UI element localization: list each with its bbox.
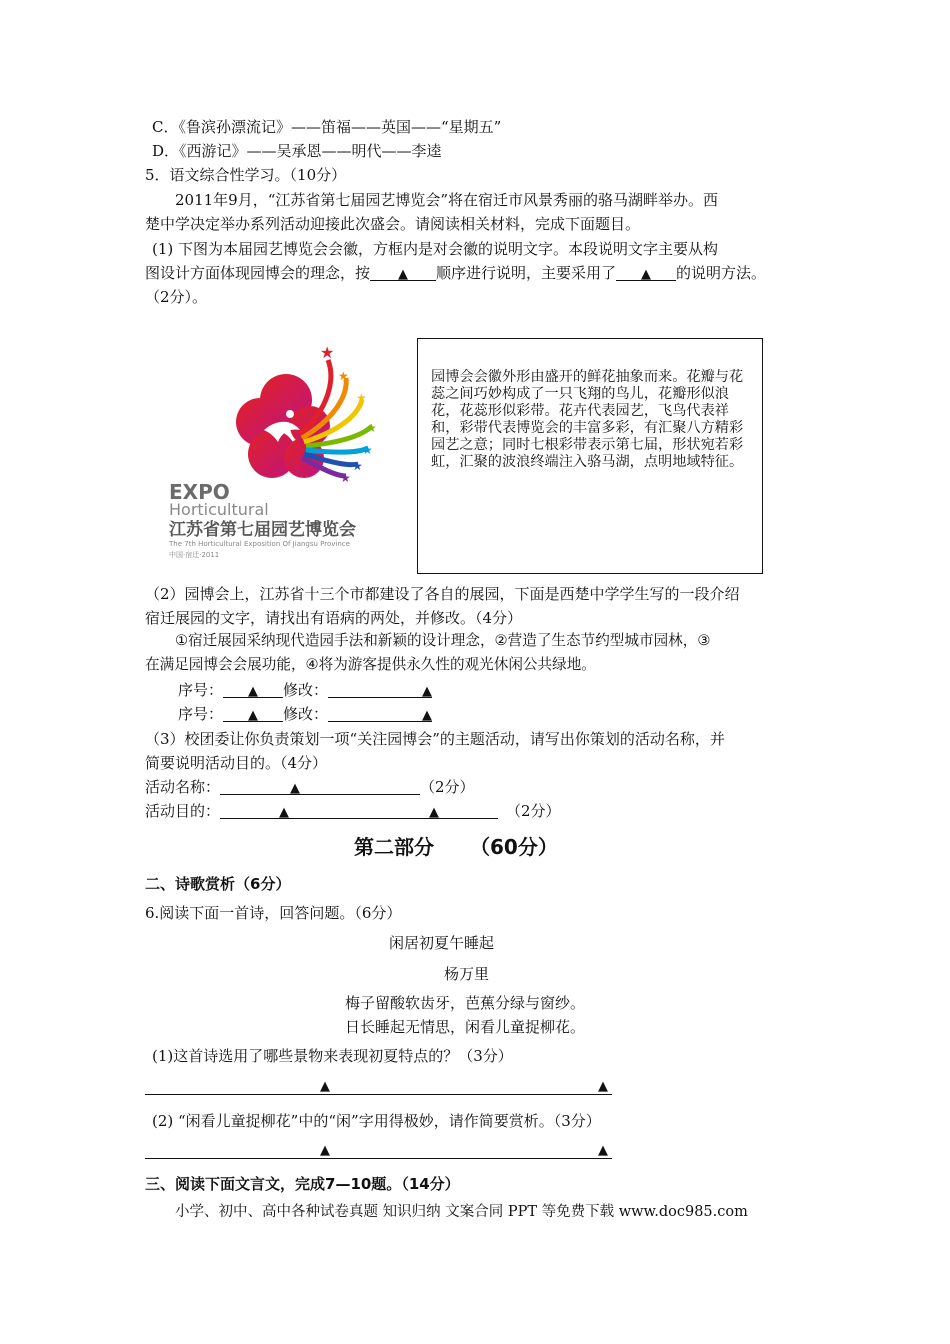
poem-line-1: 梅子留酸软齿牙，芭蕉分绿与窗纱。	[345, 994, 586, 1012]
footer-text: 小学、初中、高中各种试卷真题 知识归纳 文案合同 PPT 等免费下载 www.doc985.com	[175, 1204, 748, 1220]
activity-purpose-blank[interactable]: ▲ ▲	[220, 801, 498, 819]
activity-name-row: 活动名称： ▲ （2分）	[145, 778, 475, 796]
poem-author: 杨万里	[444, 965, 490, 983]
logo-expo: EXPO	[169, 480, 230, 504]
q5-part3-line2: 简要说明活动目的。（4分）	[145, 754, 328, 772]
q6-sub1-answer-line[interactable]	[145, 1094, 612, 1095]
activity-purpose-row: 活动目的： ▲ ▲ （2分）	[145, 802, 561, 820]
q5-part3-line1: （3）校团委让你负责策划一项“关注园博会”的主题活动，请写出你策划的活动名称，并	[145, 730, 725, 748]
q6-sub2: (2) “闲看儿童捉柳花”中的“闲”字用得极妙，请作简要赏析。（3分）	[152, 1112, 601, 1130]
q5-intro-line1: 2011年9月，“江苏省第七届园艺博览会”将在宿迁市风景秀丽的骆马湖畔举办。西	[175, 191, 719, 209]
q5-part2-line1: （2）园博会上，江苏省十三个市都建设了各自的展园，下面是西楚中学学生写的一段介绍	[145, 585, 740, 603]
svg-text:★: ★	[340, 471, 351, 485]
svg-text:★: ★	[366, 421, 377, 435]
q6-sub2-marker-2: ▲	[598, 1143, 608, 1158]
logo-place-year: 中国·宿迁·2011	[169, 551, 220, 559]
q6-sub2-marker-1: ▲	[320, 1143, 330, 1158]
q6-sub2-answer-line[interactable]	[145, 1158, 612, 1159]
section2-heading: 二、诗歌赏析（6分）	[145, 875, 291, 893]
svg-text:★: ★	[362, 443, 373, 457]
seq-blank-1[interactable]: ▲	[223, 680, 283, 698]
answer-row-2: 序号： ▲ 修改： ▲	[178, 705, 433, 723]
blank-order[interactable]: ▲	[370, 263, 436, 281]
q6-sub1-marker-2: ▲	[598, 1079, 608, 1094]
section3-heading: 三、阅读下面文言文，完成7—10题。（14分）	[145, 1175, 460, 1193]
svg-text:★: ★	[338, 369, 349, 383]
q5-intro-line2: 楚中学决定举办系列活动迎接此次盛会。请阅读相关材料，完成下面题目。	[145, 215, 641, 233]
q5-passage-line1: ①宿迁展园采纳现代造园手法和新颖的设计理念，②营造了生态节约型城市园林，③	[175, 632, 711, 649]
logo-en-name: The 7th Horticultural Exposition Of Jiangsu Province	[169, 540, 350, 548]
svg-text:★: ★	[320, 343, 335, 362]
logo-description-text: 园博会会徽外形由盛开的鲜花抽象而来。花瓣与花蕊之间巧妙构成了一只飞翔的鸟儿，花瓣形似浪花，花蕊形似彩带。花卉代表园艺，飞鸟代表祥和，彩带代表博览会的丰富多彩，有汇聚八方精彩园艺之意；同时七根彩带表示第七届，形状宛若彩虹，汇聚的波浪终端注入骆马湖，点明地域特征。	[431, 369, 744, 470]
q5-part1-line3: （2分）。	[145, 288, 208, 306]
q6-sub1-marker-1: ▲	[320, 1079, 330, 1094]
q6-prompt: 6.阅读下面一首诗，回答问题。（6分）	[145, 904, 402, 922]
option-d: D．《西游记》——吴承恩——明代——李逵	[152, 142, 442, 160]
seq-blank-2[interactable]: ▲	[223, 704, 283, 722]
answer-row-1: 序号： ▲ 修改： ▲	[178, 681, 433, 699]
svg-text:★: ★	[352, 459, 363, 473]
logo-cn-name: 江苏省第七届园艺博览会	[169, 520, 356, 540]
part2-heading: 第二部分 （60分）	[354, 835, 558, 859]
poem-title: 闲居初夏午睡起	[389, 934, 495, 952]
activity-name-blank[interactable]: ▲	[220, 777, 420, 795]
fix-blank-1[interactable]: ▲	[328, 680, 432, 698]
logo-horticultural: Horticultural	[169, 500, 269, 519]
q5-title: 5．语文综合性学习。（10分）	[145, 166, 347, 184]
svg-text:★: ★	[356, 391, 367, 405]
q6-sub1: (1)这首诗选用了哪些景物来表现初夏特点的？（3分）	[152, 1047, 513, 1065]
logo-description-box	[417, 338, 763, 574]
option-c: C．《鲁滨孙漂流记》——笛福——英国——“星期五”	[152, 118, 502, 136]
q5-part1-line2: 图设计方面体现园博会的理念，按 ▲ 顺序进行说明，主要采用了 ▲ 的说明方法。	[145, 264, 767, 282]
fix-blank-2[interactable]: ▲	[328, 704, 432, 722]
expo-logo	[160, 338, 400, 568]
poem-line-2: 日长睡起无情思，闲看儿童捉柳花。	[345, 1018, 586, 1036]
blank-method[interactable]: ▲	[616, 263, 676, 281]
q5-part1-line1: (1) 下图为本届园艺博览会会徽，方框内是对会徽的说明文字。本段说明文字主要从构	[152, 240, 719, 258]
q5-part2-line2: 宿迁展园的文字，请找出有语病的两处，并修改。（4分）	[145, 609, 523, 627]
q5-passage-line2: 在满足园博会会展功能，④将为游客提供永久性的观光休闲公共绿地。	[145, 656, 596, 673]
